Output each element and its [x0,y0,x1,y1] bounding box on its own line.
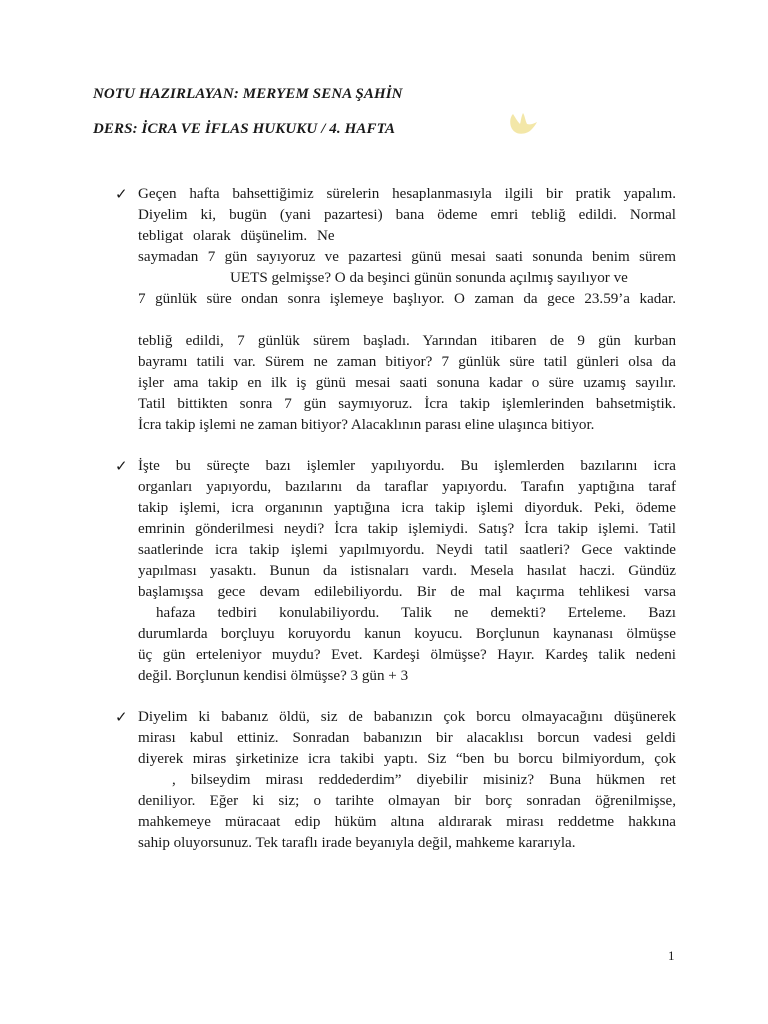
paragraph-line: diyerek miras şirketinize icra takibi yaptı. Siz “ben bu borcu bilmiyordum, çok [138,751,676,767]
paragraph-line: durumlarda borçluyu koruyordu kanun koyucu. Borçlunun kaynanası ölmüşse [138,626,676,642]
paragraph-line: yapılması yasaktı. Bunun da istisnaları vardı. Mesela hasılat haczi. Gündüz [138,563,676,579]
paragraph-1 [138,184,676,436]
paragraph-line: tebliğ edildi, 7 günlük sürem başladı. Yarından itibaren de 9 gün kurban [138,333,676,349]
paragraph-line: başlamışsa gece devam edilebiliyordu. Bir de mal kaçırma tehlikesi varsa [138,584,676,600]
paragraph-line: Diyelim ki, bugün (yani pazartesi) bana ödeme emri tebliğ edildi. Normal [138,207,676,223]
paragraph-line: saatlerinde icra takip işlemi yapılmıyordu. Neydi tatil saatleri? Gece vaktinde [138,542,676,558]
course-line: DERS: İCRA VE İFLAS HUKUKU / 4. HAFTA [93,121,396,137]
paragraph-line: işler ama takip en ilk iş günü mesai saati sonuna kadar o süre uzamış sayılır. [138,375,676,391]
paragraph-line [138,310,676,331]
paragraph-line: İcra takip işlemi ne zaman bitiyor? Alacaklının parası eline ulaşınca bitiyor. [138,417,595,433]
paragraph-line: mirası kabul ettiniz. Sonradan babanızın bir alacaklısı borcun vadesi geldi [138,730,676,746]
paragraph-line: sahip oluyorsunuz. Tek taraflı irade beyanıyla değil, mahkeme kararıyla. [138,835,576,851]
paragraph-line: Diyelim ki babanız öldü, siz de babanızın çok borcu olmayacağını düşünerek [138,709,676,725]
paragraph-3 [138,707,676,854]
paragraph-line: mahkemeye müracaat edip hüküm altına aldırarak mirası reddetme hakkına [138,814,676,830]
paragraph-line: değil. Borçlunun kendisi ölmüşse? 3 gün + 3 [138,668,409,684]
check-icon: ✓ [115,185,128,203]
paragraph-line: Tatil bittikten sonra 7 gün saymıyoruz. İcra takip işlemlerinden bahsetmiştik. [138,396,676,412]
check-icon: ✓ [115,457,128,475]
paragraph-line: bayramı tatili var. Sürem ne zaman bitiyor? 7 günlük süre tatil günleri olsa da [138,354,676,370]
paragraph-line: hafaza tedbiri konulabiliyordu. Talik ne demekti? Erteleme. Bazı [156,605,676,621]
paragraph-line: Geçen hafta bahsettiğimiz sürelerin hesaplanmasıyla ilgili bir pratik yapalım. [138,186,676,202]
check-icon: ✓ [115,708,128,726]
paragraph-line: üç gün erteleniyor muydu? Evet. Kardeşi ölmüşse? Hayır. Kardeş talik nedeni [138,647,676,663]
paragraph-line: UETS gelmişse? O da beşinci günün sonunda açılmış sayılıyor ve [230,270,628,286]
paragraph-line: 7 günlük süre ondan sonra işlemeye başlıyor. O zaman da gece 23.59’a kadar. [138,291,676,307]
paragraph-line: organları yapıyordu, bazılarını da taraflar yapıyordu. Tarafın yaptığına taraf [138,479,676,495]
paragraph-line: emrinin gönderilmesi neydi? İcra takip işlemiydi. Satış? İcra takip işlemi. Tatil [138,521,676,537]
paragraph-line: takip işlemi, icra organının yaptığına icra takip işlemi diyorduk. Peki, ödeme [138,500,676,516]
author-line: NOTU HAZIRLAYAN: MERYEM SENA ŞAHİN [93,86,403,102]
paragraph-line: İşte bu süreçte bazı işlemler yapılıyordu. Bu işlemlerden bazılarını icra [138,458,676,474]
paragraph-line: , bilseydim mirası reddederdim” diyebilir misiniz? Buna hükmen ret [172,772,676,788]
paragraph-2 [138,456,676,687]
paragraph-line: saymadan 7 gün sayıyoruz ve pazartesi günü mesai saati sonunda benim sürem [138,249,676,265]
paragraph-line: tebligat olarak düşünelim. Ne [138,228,335,244]
watermark-icon [503,108,539,140]
page-number: 1 [668,948,675,963]
paragraph-line: deniliyor. Eğer ki siz; o tarihte olmayan bir borç sonradan öğrenilmişse, [138,793,676,809]
